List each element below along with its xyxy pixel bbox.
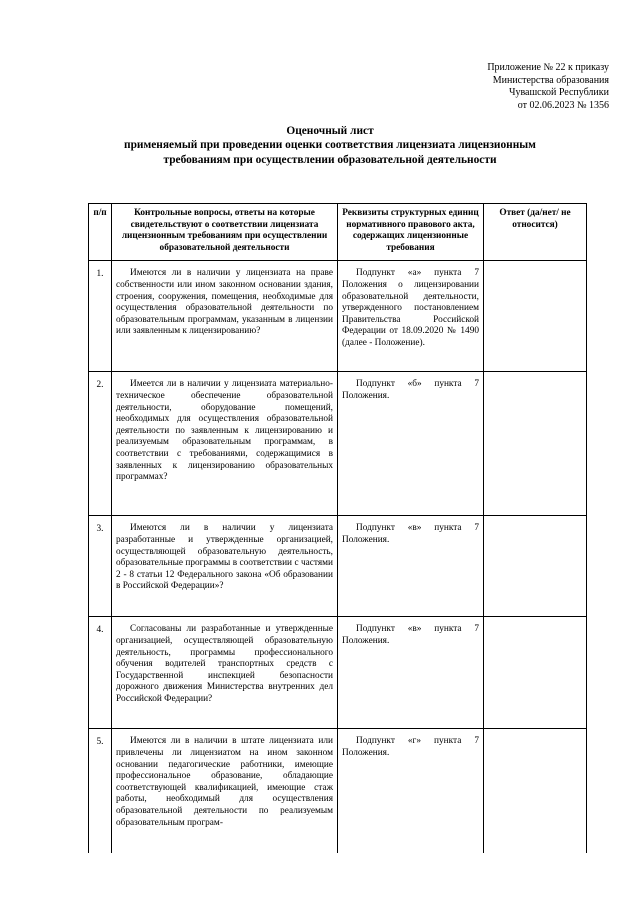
- table-row: [89, 372, 587, 516]
- evaluation-table: [88, 203, 587, 853]
- row-num: 3.: [89, 516, 112, 617]
- row-question: Согласованы ли разработанные и утвержденные организацией, осуществляющей образовательную деятельность, программы профессионального обучения водителей транспортных средств с Государственной инспекцией безопасности дорожного движения Министерства внутренних дел Российской Федерации?: [112, 617, 338, 729]
- header-answer: Ответ (да/нет/ не относится): [484, 204, 587, 261]
- row-answer[interactable]: [484, 729, 587, 854]
- table-row: [89, 261, 587, 372]
- row-requisites: Подпункт «а» пункта 7 Положения о лицензировании образовательной деятельности, утвержденного постановлением Правительства Российской Федерации от 18.09.2020 № 1490 (далее - Положение).: [338, 261, 484, 372]
- title-line-3: требованиям при осуществлении образовательной деятельности: [163, 153, 497, 166]
- appendix-line-2: Министерства образования: [492, 74, 609, 86]
- table-row: [89, 617, 587, 729]
- row-num: 1.: [89, 261, 112, 372]
- appendix-note: [389, 62, 609, 112]
- row-num: 5.: [89, 729, 112, 854]
- title-line-2: применяемый при проведении оценки соответствия лицензиата лицензионным: [124, 139, 536, 152]
- row-question: Имеются ли в наличии у лицензиата разработанные и утвержденные организацией, осуществляющей образовательную деятельность, образовательные программы в соответствии с частями 2 - 8 статьи 12 Федерального закона «Об образовании в Российской Федерации»?: [112, 516, 338, 617]
- table-row: [89, 516, 587, 617]
- row-question: Имеется ли в наличии у лицензиата материально-техническое обеспечение образовательной деятельности, оборудование помещений, необходимых для осуществления образовательной деятельности по заявленным к лицензированию и реализуемым образовательным программам, в соответствии с требованиями, содержащимися в заявленных к лицензированию образовательных программах?: [112, 372, 338, 516]
- row-requisites: Подпункт «г» пункта 7 Положения.: [338, 729, 484, 854]
- row-question: Имеются ли в наличии у лицензиата на праве собственности или ином законном основании здания, строения, сооружения, помещения, необходимые для осуществления образовательной деятельности по образовательным программам, указанным в лицензии или заявленным к лицензированию?: [112, 261, 338, 372]
- header-requisites: Реквизиты структурных единиц нормативного правового акта, содержащих лицензионные требования: [338, 204, 484, 261]
- header-num: п/п: [89, 204, 112, 261]
- row-answer[interactable]: [484, 617, 587, 729]
- table-header-row: [89, 204, 587, 261]
- row-num: 4.: [89, 617, 112, 729]
- document-title: [60, 124, 600, 167]
- row-requisites: Подпункт «б» пункта 7 Положения.: [338, 372, 484, 516]
- appendix-line-3: Чувашской Республики: [508, 87, 609, 99]
- title-line-1: Оценочный лист: [286, 125, 374, 137]
- row-answer[interactable]: [484, 372, 587, 516]
- table-row: [89, 729, 587, 854]
- row-num: 2.: [89, 372, 112, 516]
- row-answer[interactable]: [484, 261, 587, 372]
- appendix-line-4: от 02.06.2023 № 1356: [517, 99, 609, 111]
- row-answer[interactable]: [484, 516, 587, 617]
- row-requisites: Подпункт «в» пункта 7 Положения.: [338, 516, 484, 617]
- row-requisites: Подпункт «в» пункта 7 Положения.: [338, 617, 484, 729]
- appendix-line-1: Приложение № 22 к приказу: [487, 62, 609, 73]
- header-question: Контрольные вопросы, ответы на которые свидетельствуют о соответствии лицензиата лицензионным требованиям при осуществлении образовательной деятельности: [112, 204, 338, 261]
- row-question: Имеются ли в наличии в штате лицензиата или привлечены ли лицензиатом на ином законном основании педагогические работники, имеющие профессиональное образование, обладающие соответствующей квалификацией, имеющие стаж работы, необходимый для осуществления образовательной деятельности по реализуемым образовательным програм-: [112, 729, 338, 854]
